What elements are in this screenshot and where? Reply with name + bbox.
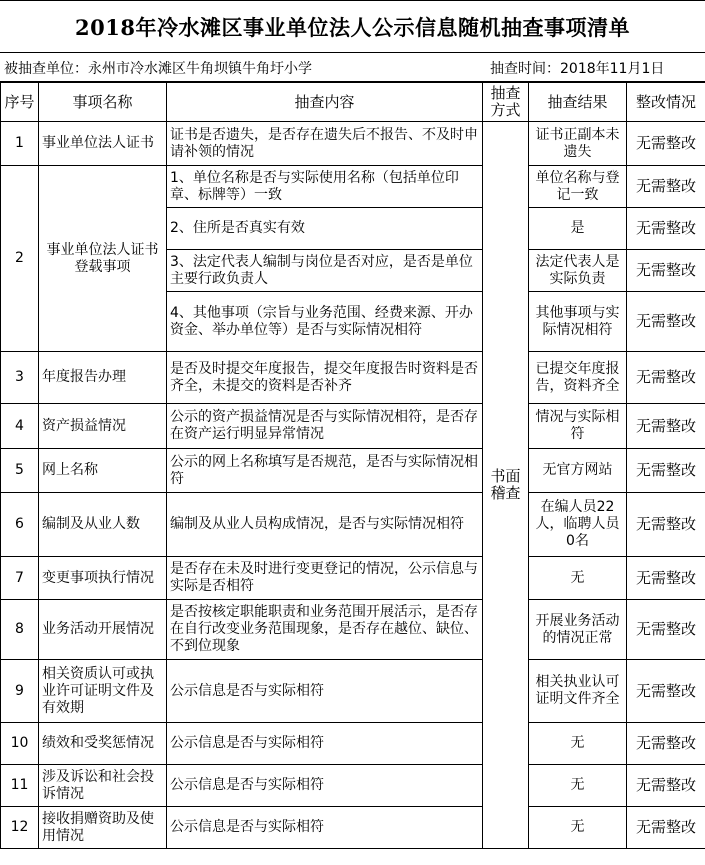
row-result: 其他事项与实际情况相符 bbox=[529, 292, 627, 352]
row-content: 是否按核定职能职责和业务范围开展活示，是否存在自行改变业务范围现象，是否存在越位、缺位、不到位现象 bbox=[167, 600, 483, 660]
row-content: 公示信息是否与实际相符 bbox=[167, 807, 483, 849]
row-fix: 无需整改 bbox=[627, 166, 705, 208]
row-fix: 无需整改 bbox=[627, 493, 705, 557]
table-row bbox=[1, 765, 705, 807]
row-content: 编制及从业人员构成情况，是否与实际情况相符 bbox=[167, 493, 483, 557]
row-item: 接收捐赠资助及使用情况 bbox=[39, 807, 167, 849]
row-content: 公示信息是否与实际相符 bbox=[167, 660, 483, 723]
row-item: 网上名称 bbox=[39, 449, 167, 493]
row-result: 证书正副本未遗失 bbox=[529, 122, 627, 166]
row-no: 12 bbox=[1, 807, 39, 849]
row-item: 绩效和受奖惩情况 bbox=[39, 723, 167, 765]
row-fix: 无需整改 bbox=[627, 723, 705, 765]
row-fix: 无需整改 bbox=[627, 352, 705, 404]
row-content: 公示信息是否与实际相符 bbox=[167, 723, 483, 765]
row-fix: 无需整改 bbox=[627, 404, 705, 449]
row-no: 4 bbox=[1, 404, 39, 449]
table-row bbox=[1, 557, 705, 600]
row-content: 4、其他事项（宗旨与业务范围、经费来源、开办资金、举办单位等）是否与实际情况相符 bbox=[167, 292, 483, 352]
row-fix: 无需整改 bbox=[627, 557, 705, 600]
row-no: 7 bbox=[1, 557, 39, 600]
row-content: 3、法定代表人编制与岗位是否对应，是否是单位主要行政负责人 bbox=[167, 250, 483, 292]
row-result: 在编人员22人，临聘人员0名 bbox=[529, 493, 627, 557]
header-method: 抽查方式 bbox=[483, 83, 529, 122]
row-fix: 无需整改 bbox=[627, 660, 705, 723]
row-result: 无 bbox=[529, 807, 627, 849]
row-item: 变更事项执行情况 bbox=[39, 557, 167, 600]
row-fix: 无需整改 bbox=[627, 807, 705, 849]
row-fix: 无需整改 bbox=[627, 765, 705, 807]
table-row bbox=[1, 449, 705, 493]
row-no: 5 bbox=[1, 449, 39, 493]
row-result: 无官方网站 bbox=[529, 449, 627, 493]
row-item: 编制及从业人数 bbox=[39, 493, 167, 557]
row-content: 是否及时提交年度报告，提交年度报告时资料是否齐全，未提交的资料是否补齐 bbox=[167, 352, 483, 404]
row-item: 业务活动开展情况 bbox=[39, 600, 167, 660]
row-fix: 无需整改 bbox=[627, 292, 705, 352]
inspection-table bbox=[0, 82, 705, 849]
inspection-date: 抽查时间：2018年11月1日 bbox=[490, 61, 665, 77]
header-row bbox=[1, 83, 705, 122]
row-item: 相关资质认可或执业许可证明文件及有效期 bbox=[39, 660, 167, 723]
row-result: 开展业务活动的情况正常 bbox=[529, 600, 627, 660]
row-fix: 无需整改 bbox=[627, 250, 705, 292]
row-no: 3 bbox=[1, 352, 39, 404]
row-fix: 无需整改 bbox=[627, 122, 705, 166]
row-no: 6 bbox=[1, 493, 39, 557]
header-content: 抽查内容 bbox=[167, 83, 483, 122]
row-result: 单位名称与登记一致 bbox=[529, 166, 627, 208]
table-row bbox=[1, 723, 705, 765]
row-content: 是否存在未及时进行变更登记的情况，公示信息与实际是否相符 bbox=[167, 557, 483, 600]
row-content: 2、住所是否真实有效 bbox=[167, 208, 483, 250]
header-result: 抽查结果 bbox=[529, 83, 627, 122]
row-content: 公示的网上名称填写是否规范，是否与实际情况相符 bbox=[167, 449, 483, 493]
inspected-unit: 被抽查单位：永州市冷水滩区牛角坝镇牛角圩小学 bbox=[4, 61, 312, 77]
page-title: 2018年冷水滩区事业单位法人公示信息随机抽查事项清单 bbox=[0, 0, 705, 52]
row-result: 相关执业认可证明文件齐全 bbox=[529, 660, 627, 723]
row-result: 情况与实际相符 bbox=[529, 404, 627, 449]
row-content: 公示信息是否与实际相符 bbox=[167, 765, 483, 807]
row-result: 已提交年度报告，资料齐全 bbox=[529, 352, 627, 404]
table-row bbox=[1, 660, 705, 723]
table-row bbox=[1, 493, 705, 557]
row-item: 资产损益情况 bbox=[39, 404, 167, 449]
row-result: 法定代表人是实际负责 bbox=[529, 250, 627, 292]
table-row bbox=[1, 600, 705, 660]
row-item: 年度报告办理 bbox=[39, 352, 167, 404]
row-result: 无 bbox=[529, 723, 627, 765]
row-content: 公示的资产损益情况是否与实际情况相符，是否存在资产运行明显异常情况 bbox=[167, 404, 483, 449]
row-item: 事业单位法人证书登载事项 bbox=[39, 166, 167, 352]
row-no: 11 bbox=[1, 765, 39, 807]
method-text: 书面稽查 bbox=[490, 467, 521, 502]
row-item: 涉及诉讼和社会投诉情况 bbox=[39, 765, 167, 807]
header-fix: 整改情况 bbox=[627, 83, 705, 122]
row-item: 事业单位法人证书 bbox=[39, 122, 167, 166]
row-no: 1 bbox=[1, 122, 39, 166]
table-row bbox=[1, 807, 705, 849]
row-fix: 无需整改 bbox=[627, 449, 705, 493]
inspection-method bbox=[483, 122, 529, 849]
row-no: 8 bbox=[1, 600, 39, 660]
table-row bbox=[1, 404, 705, 449]
row-result: 是 bbox=[529, 208, 627, 250]
table-row bbox=[1, 352, 705, 404]
header-item: 事项名称 bbox=[39, 83, 167, 122]
row-result: 无 bbox=[529, 557, 627, 600]
table-row bbox=[1, 166, 705, 208]
row-no: 10 bbox=[1, 723, 39, 765]
row-no: 9 bbox=[1, 660, 39, 723]
row-fix: 无需整改 bbox=[627, 208, 705, 250]
row-no: 2 bbox=[1, 166, 39, 352]
row-fix: 无需整改 bbox=[627, 600, 705, 660]
row-result: 无 bbox=[529, 765, 627, 807]
meta-bar bbox=[0, 52, 705, 82]
table-row bbox=[1, 122, 705, 166]
row-content: 1、单位名称是否与实际使用名称（包括单位印章、标牌等）一致 bbox=[167, 166, 483, 208]
row-content: 证书是否遗失，是否存在遗失后不报告、不及时申请补领的情况 bbox=[167, 122, 483, 166]
header-no: 序号 bbox=[1, 83, 39, 122]
